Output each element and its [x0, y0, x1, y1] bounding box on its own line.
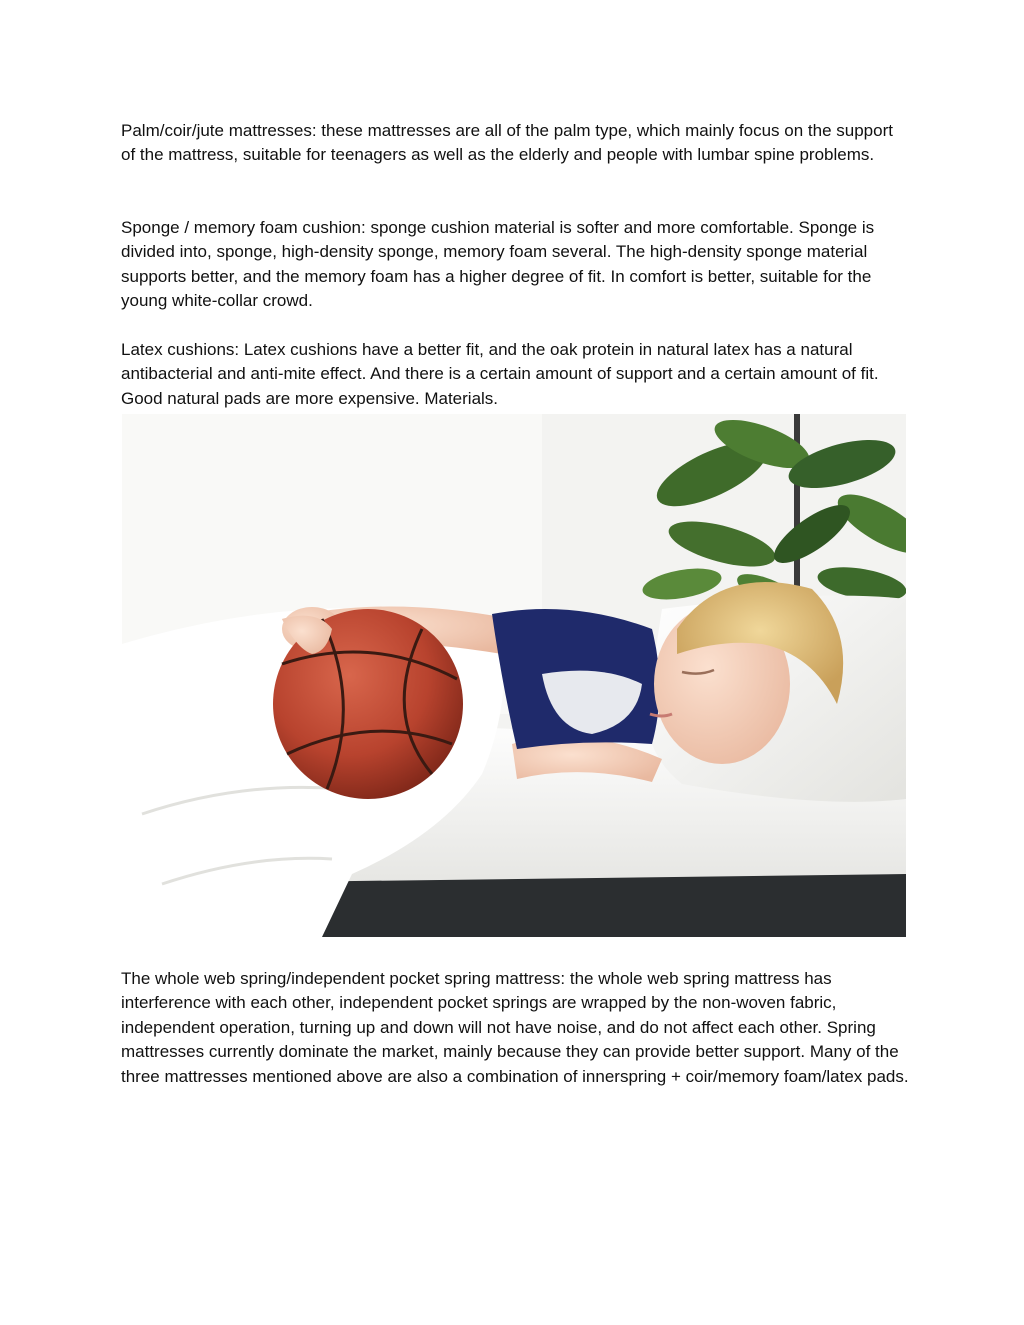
paragraph-spring-mattress: The whole web spring/independent pocket spring mattress: the whole web spring mattress has interference with each other, independent pocket springs are wrapped by the non-woven fabric, independent operation, turning up and down will not have noise, and do not affect each other. Spring mattresses currently dominate the market, mainly because they can provide better support. Many of the three mattresses mentioned above are also a combination of innerspring + coir/memory foam/latex pads.: [121, 969, 909, 1086]
paragraph-sponge-memory-foam: Sponge / memory foam cushion: sponge cushion material is softer and more comfortable. Sponge is divided into, sponge, high-density sponge, memory foam several. The high-density sponge material supports better, and the memory foam has a higher degree of fit. In comfort is better, suitable for the young white-collar crowd.: [121, 218, 875, 311]
paragraph-latex-cushions: Latex cushions: Latex cushions have a better fit, and the oak protein in natural latex has a natural antibacterial and anti-mite effect. And there is a certain amount of support and a certain amount of fit. Good natural pads are more expensive. Materials.: [121, 340, 879, 408]
photo-child-sleeping-with-basketball: [122, 414, 906, 937]
photo-illustration: [122, 414, 906, 937]
paragraph-palm-coir-jute: Palm/coir/jute mattresses: these mattresses are all of the palm type, which mainly focus on the support of the mattress, suitable for teenagers as well as the elderly and people with lumbar spine problems.: [121, 121, 893, 165]
